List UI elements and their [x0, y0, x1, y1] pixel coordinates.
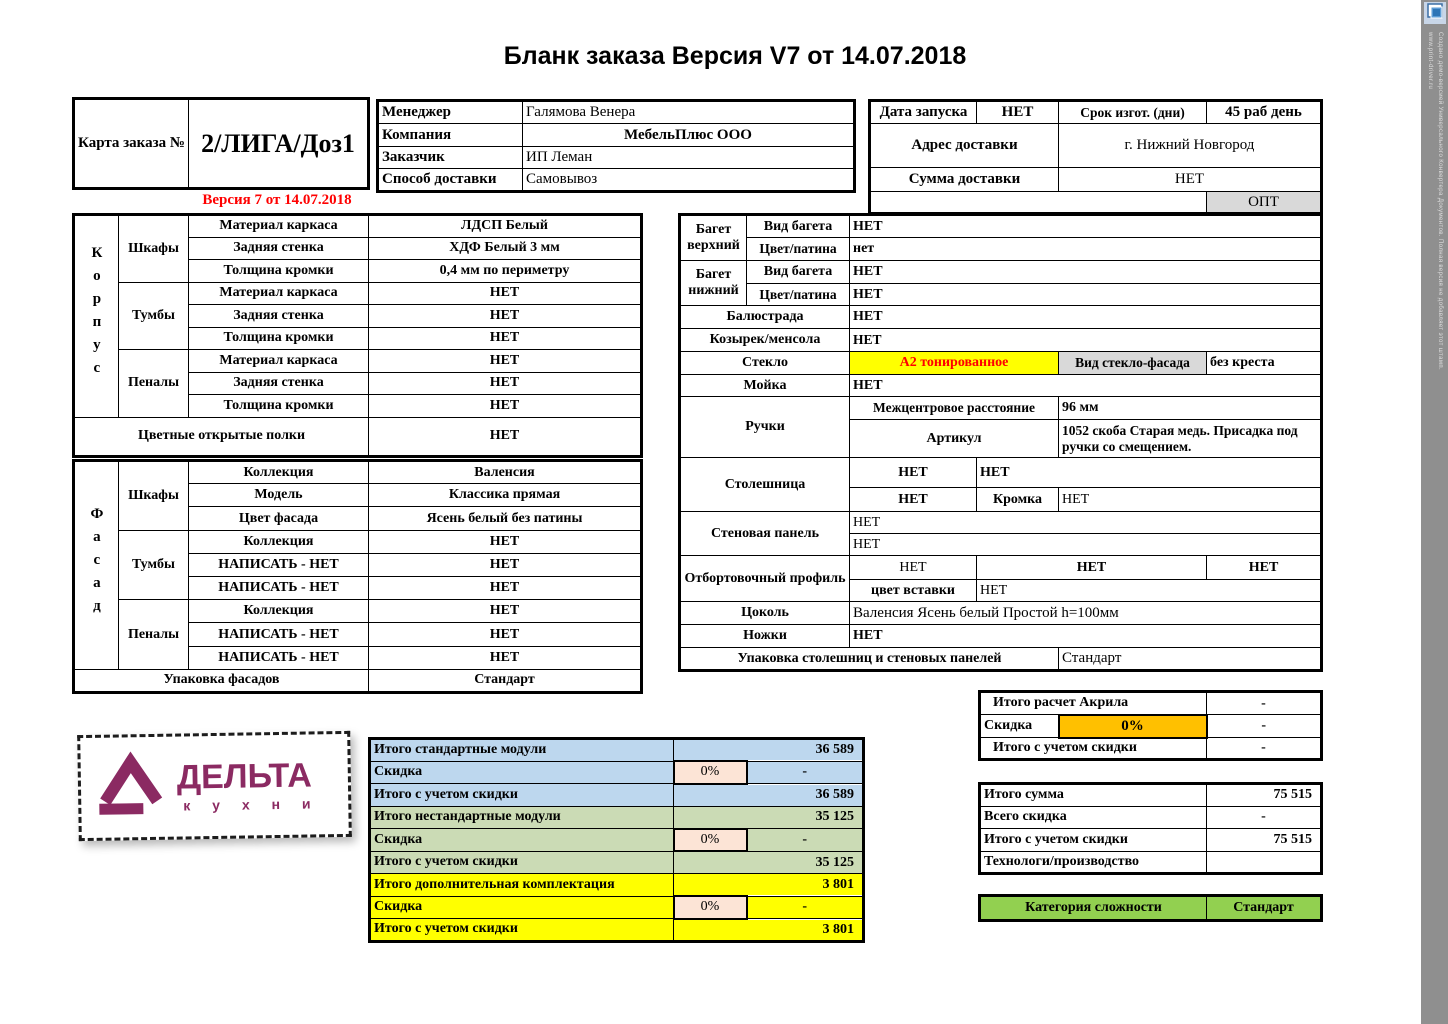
steklo-value: А2 тонированное [850, 352, 1059, 375]
grand-final-label: Итого с учетом скидки [980, 829, 1207, 852]
acryl-total-label: Итого расчет Акрила [980, 692, 1207, 715]
korpus-section-title: Корпус [74, 215, 119, 418]
customer-value: ИП Леман [523, 147, 855, 169]
acryl-discount-amount: - [1207, 715, 1322, 738]
ruchki-label: Ручки [680, 397, 850, 458]
row-label: Задняя стенка [189, 237, 369, 260]
extra-total-value: 3 801 [674, 874, 864, 897]
korpus-group-shkafy: Шкафы [119, 215, 189, 283]
grand-sum-label: Итого сумма [980, 784, 1207, 807]
dist-label: Межцентровое расстояние [850, 397, 1059, 420]
manager-value: Галямова Венера [523, 101, 855, 124]
korpus-group-penaly: Пеналы [119, 350, 189, 418]
std-total-label: Итого стандартные модули [370, 739, 674, 762]
row-value: НЕТ [369, 372, 642, 395]
row-label: Толщина кромки [189, 327, 369, 350]
delivery-table [868, 99, 1323, 215]
kozyrek-value: НЕТ [850, 329, 1322, 352]
acryl-table [978, 690, 1323, 761]
nonstd-discount-pct: 0% [674, 829, 747, 852]
row-value: НЕТ [369, 646, 642, 669]
kozyrek-label: Козырек/менсола [680, 329, 850, 352]
acryl-total-value: - [1207, 692, 1322, 715]
row-label: НАПИСАТЬ - НЕТ [189, 576, 369, 599]
launch-date-value: НЕТ [977, 101, 1059, 124]
delivery-method-label: Способ доставки [378, 169, 523, 192]
kromka-value: НЕТ [1059, 488, 1322, 512]
moika-value: НЕТ [850, 375, 1322, 397]
acryl-final-label: Итого с учетом скидки [980, 738, 1207, 760]
pack-label: Упаковка столешниц и стеновых панелей [680, 648, 1059, 671]
fasad-section-title: Фасад [74, 461, 119, 670]
fasad-group-shkafy: Шкафы [119, 461, 189, 531]
stol-label: Столешница [680, 458, 850, 512]
company-value: МебельПлюс ООО [523, 124, 855, 147]
extra-discount-label: Скидка [370, 896, 674, 919]
fasad-packing-value: Стандарт [369, 669, 642, 692]
converter-app-icon [1424, 2, 1446, 24]
delivery-sum-value: НЕТ [1059, 168, 1322, 192]
row-label: Задняя стенка [189, 372, 369, 395]
nozhki-value: НЕТ [850, 625, 1322, 648]
row-value: ЛДСП Белый [369, 215, 642, 238]
balustrada-label: Балюстрада [680, 306, 850, 329]
extra-discount-amount: - [747, 896, 864, 919]
row-value: НЕТ [369, 395, 642, 418]
nonstd-final-label: Итого с учетом скидки [370, 851, 674, 874]
watermark-line: Создано демо-версией Универсального Конвертера Документов. Полная версия не добавляет этот штамп. [1437, 32, 1443, 371]
row-value: НЕТ [369, 327, 642, 350]
row-label: Модель [189, 484, 369, 507]
art-label: Артикул [850, 420, 1059, 458]
row-label: Толщина кромки [189, 395, 369, 418]
row-value: НЕТ [369, 530, 642, 553]
baget-bottom-color-label: Цвет/патина [747, 284, 850, 306]
otbort-v2: НЕТ [977, 556, 1207, 580]
version-note: Версия 7 от 14.07.2018 [202, 192, 352, 208]
steklo-vid-value: без креста [1207, 352, 1322, 375]
insert-label: цвет вставки [850, 580, 977, 602]
baget-bottom-name: Багет нижний [680, 261, 747, 306]
category-label: Категория сложности [980, 896, 1207, 921]
baget-top-color-value: нет [850, 238, 1322, 261]
logo-sub-text: к у х н и [183, 794, 320, 813]
acryl-final-value: - [1207, 738, 1322, 760]
row-value: Валенсия [369, 461, 642, 484]
extra-final-value: 3 801 [674, 919, 864, 942]
row-value: НЕТ [369, 305, 642, 328]
address-value: г. Нижний Новгород [1059, 124, 1322, 168]
row-value: Ясень белый без патины [369, 507, 642, 530]
watermark-strip [1421, 0, 1448, 1024]
row-label: Коллекция [189, 461, 369, 484]
row-label: Цвет фасада [189, 507, 369, 530]
baget-bottom-color-value: НЕТ [850, 284, 1322, 306]
stena-label: Стеновая панель [680, 512, 850, 556]
std-final-value: 36 589 [674, 784, 864, 807]
std-discount-label: Скидка [370, 761, 674, 784]
address-label: Адрес доставки [870, 124, 1059, 168]
row-value: НЕТ [369, 600, 642, 623]
baget-bottom-vid-value: НЕТ [850, 261, 1322, 284]
logo-brand-text: ДЕЛЬТА [176, 755, 313, 797]
extra-discount-pct: 0% [674, 896, 747, 919]
stena-v1: НЕТ [850, 512, 1322, 534]
steklo-vid-label: Вид стекло-фасада [1059, 352, 1207, 375]
nozhki-label: Ножки [680, 625, 850, 648]
row-label: Материал каркаса [189, 282, 369, 305]
grand-discount-label: Всего скидка [980, 806, 1207, 829]
logo-text-block [176, 755, 320, 813]
row-label: Коллекция [189, 600, 369, 623]
shelves-label: Цветные открытые полки [74, 417, 369, 456]
delta-logo-stamp [77, 731, 352, 841]
delivery-sum-label: Сумма доставки [870, 168, 1059, 192]
company-label: Компания [378, 124, 523, 147]
acryl-discount-label: Скидка [980, 715, 1059, 738]
moika-label: Мойка [680, 375, 850, 397]
opt-badge: ОПТ [1207, 192, 1322, 214]
grand-discount-value: - [1207, 806, 1322, 829]
order-card-number: 2/ЛИГА/Доз1 [189, 99, 369, 189]
delta-triangle-icon [94, 750, 167, 824]
row-label: Материал каркаса [189, 350, 369, 373]
row-value: 0,4 мм по периметру [369, 260, 642, 283]
art-value: 1052 скоба Старая медь. Присадка под ручки со смещением. [1059, 420, 1322, 458]
totals-table [368, 737, 865, 943]
nonstd-discount-amount: - [747, 829, 864, 852]
row-value: НЕТ [369, 350, 642, 373]
order-card-table [72, 97, 370, 190]
stol-r2c1: НЕТ [850, 488, 977, 512]
row-value: НЕТ [369, 553, 642, 576]
pack-value: Стандарт [1059, 648, 1322, 671]
shelves-value: НЕТ [369, 417, 642, 456]
category-table [978, 894, 1323, 922]
row-label: Задняя стенка [189, 305, 369, 328]
manager-table [376, 99, 856, 193]
std-discount-pct: 0% [674, 761, 747, 784]
term-value: 45 раб день [1207, 101, 1322, 124]
grand-table [978, 782, 1323, 875]
order-card-label: Карта заказа № [74, 99, 189, 189]
dist-value: 96 мм [1059, 397, 1322, 420]
row-value: Классика прямая [369, 484, 642, 507]
baget-top-vid-label: Вид багета [747, 215, 850, 238]
row-value: НЕТ [369, 282, 642, 305]
korpus-group-tumby: Тумбы [119, 282, 189, 350]
category-value: Стандарт [1207, 896, 1322, 921]
tech-label: Технологи/производство [980, 851, 1207, 874]
otbort-label: Отбортовочный профиль [680, 556, 850, 602]
fasad-group-tumby: Тумбы [119, 530, 189, 600]
row-label: Толщина кромки [189, 260, 369, 283]
watermark-text-block [1425, 32, 1445, 652]
term-label: Срок изгот. (дни) [1059, 101, 1207, 124]
acryl-discount-pct: 0% [1059, 715, 1207, 738]
row-label: НАПИСАТЬ - НЕТ [189, 553, 369, 576]
row-label: Коллекция [189, 530, 369, 553]
std-total-value: 36 589 [674, 739, 864, 762]
steklo-label: Стекло [680, 352, 850, 375]
baget-bottom-vid-label: Вид багета [747, 261, 850, 284]
otbort-v1: НЕТ [850, 556, 977, 580]
row-label: НАПИСАТЬ - НЕТ [189, 646, 369, 669]
nonstd-discount-label: Скидка [370, 829, 674, 852]
fasad-table [72, 459, 643, 694]
stena-v2: НЕТ [850, 534, 1322, 556]
row-value: ХДФ Белый 3 мм [369, 237, 642, 260]
stol-r1c2: НЕТ [977, 458, 1322, 488]
fasad-group-penaly: Пеналы [119, 600, 189, 670]
insert-value: НЕТ [977, 580, 1322, 602]
page-title: Бланк заказа Версия V7 от 14.07.2018 [503, 42, 967, 70]
grand-sum-value: 75 515 [1207, 784, 1322, 807]
korpus-table [72, 213, 643, 458]
kromka-label: Кромка [977, 488, 1059, 512]
nonstd-total-label: Итого нестандартные модули [370, 806, 674, 829]
row-label: Материал каркаса [189, 215, 369, 238]
baget-top-vid-value: НЕТ [850, 215, 1322, 238]
empty-cell [870, 192, 1207, 214]
baget-top-name: Багет верхний [680, 215, 747, 261]
stol-r1c1: НЕТ [850, 458, 977, 488]
nonstd-total-value: 35 125 [674, 806, 864, 829]
otbort-v3: НЕТ [1207, 556, 1322, 580]
nonstd-final-value: 35 125 [674, 851, 864, 874]
extra-total-label: Итого дополнительная комплектация [370, 874, 674, 897]
grand-final-value: 75 515 [1207, 829, 1322, 852]
row-value: НЕТ [369, 623, 642, 646]
balustrada-value: НЕТ [850, 306, 1322, 329]
tsokol-label: Цоколь [680, 602, 850, 625]
watermark-url: www.print-driver.ru [1427, 32, 1433, 90]
row-value: НЕТ [369, 576, 642, 599]
tech-value [1207, 851, 1322, 874]
delivery-method-value: Самовывоз [523, 169, 855, 192]
fasad-packing-label: Упаковка фасадов [74, 669, 369, 692]
manager-label: Менеджер [378, 101, 523, 124]
baget-top-color-label: Цвет/патина [747, 238, 850, 261]
std-discount-amount: - [747, 761, 864, 784]
row-label: НАПИСАТЬ - НЕТ [189, 623, 369, 646]
tsokol-value: Валенсия Ясень белый Простой h=100мм [850, 602, 1322, 625]
launch-date-label: Дата запуска [870, 101, 977, 124]
options-table [678, 213, 1323, 672]
customer-label: Заказчик [378, 147, 523, 169]
std-final-label: Итого с учетом скидки [370, 784, 674, 807]
extra-final-label: Итого с учетом скидки [370, 919, 674, 942]
